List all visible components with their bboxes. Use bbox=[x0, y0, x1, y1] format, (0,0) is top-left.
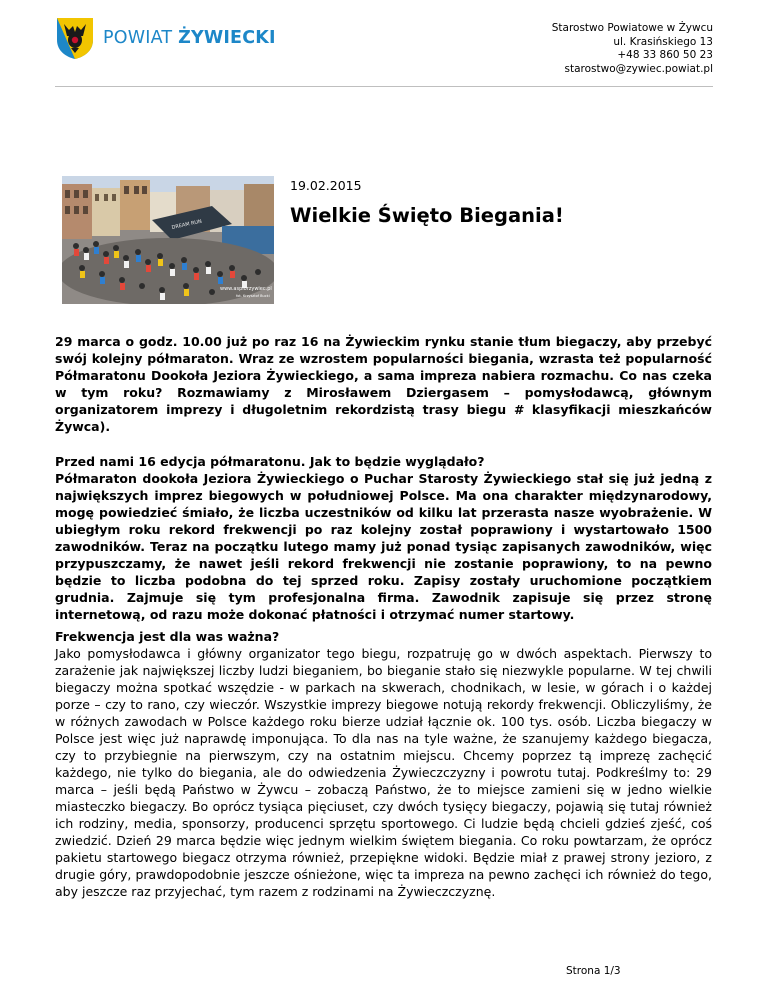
missing-glyph-placeholders bbox=[524, 402, 531, 417]
page-number: Strona 1/3 bbox=[566, 965, 621, 977]
article-title: Wielkie Święto Biegania! bbox=[290, 204, 564, 227]
svg-text:DREAM RUN: DREAM RUN bbox=[171, 218, 203, 231]
interview-block-1 bbox=[55, 453, 712, 623]
contact-email: starostwo@zywiec.powiat.pl bbox=[564, 62, 713, 75]
crest-icon bbox=[55, 16, 95, 60]
article-photo bbox=[62, 176, 274, 304]
contact-street: ul. Krasińskiego 13 bbox=[613, 35, 713, 48]
question-1: Przed nami 16 edycja półmaratonu. Jak to będzie wyglądało? bbox=[55, 454, 485, 469]
interview-block-2 bbox=[55, 628, 712, 900]
contact-block bbox=[552, 22, 713, 76]
logo-wordmark bbox=[103, 28, 276, 48]
question-2: Frekwencja jest dla was ważna? bbox=[55, 629, 280, 644]
header-divider bbox=[55, 86, 713, 87]
logo-word-powiat: POWIAT bbox=[103, 28, 173, 48]
contact-phone: +48 33 860 50 23 bbox=[617, 49, 713, 62]
lead-text-end: klasyfikacji mieszkańców Żywca). bbox=[55, 402, 712, 434]
photo-credit: fot. Krzysztof Bucki bbox=[236, 294, 270, 298]
logo-word-zywiecki: ŻYWIECKI bbox=[178, 28, 276, 48]
photo-caption: www.aspiorzywiec.pl bbox=[220, 286, 272, 292]
powiat-logo bbox=[55, 16, 276, 60]
answer-2: Jako pomysłodawca i główny organizator tego biegu, rozpatruję go w dwóch aspektach. Pierwszy to zarażenie jak największej liczby ludzi bieganiem, bo bieganie stało się niezwykle popularne. W tej chwili biegaczy można spotkać wszędzie - w parkach na skwerach, chodnikach, w lesie, w górach i o każdej porze – czy to rano, czy wieczór. Wszystkie imprezy biegowe notują rekordy frekwencji. Obliczyliśmy, że w różnych zawodach w Polsce każdego roku bierze udział łącznie ok. 100 tys. osób. Liczba biegaczy w Polsce jest więc już naprawdę imponująca. To dla nas na tyle ważne, że szanujemy każdego biegacza, czy to przybiegnie na pierwszym, czy na ostatnim miejscu. Chcemy poprzez tą imprezę zachęcić każdego, nie tylko do biegania, ale do odwiedzenia Żywieczczyzny i powrotu tutaj. Podkreślmy to: 29 marca – jeśli będą Państwo w Żywcu – zobaczą Państwo, że to miejsce zamieni się w jedno wielkie miasteczko biegaczy. Bo oprócz tysiąca pięciuset, czy dwóch tysięcy biegaczy, pojawią się tutaj również ich rodziny, media, sponsorzy, producenci sprzętu sportowego. Ci ludzie będą chcieli gdzieś zjeść, coś zwiedzić. Dzień 29 marca będzie więc jednym wielkim świętem biegania. Co roku powtarzam, że oprócz pakietu startowego biegacz otrzyma również, przepiękne widoki. Będzie miał z prawej strony jezioro, z drugie góry, prawdopodobnie jeszcze ośnieżone, więc ta impreza na pewno zachęci ich również do tego, aby jeszcze raz przyjechać, tym razem z rodzinami na Żywieczczyznę. bbox=[55, 646, 712, 899]
article-date: 19.02.2015 bbox=[290, 178, 362, 193]
answer-1: Półmaraton dookoła Jeziora Żywieckiego o Puchar Starosty Żywieckiego stał się już jedną z największych imprez biegowych w południowej Polsce. Ma ona charakter międzynarodowy, mogę powiedzieć śmiało, że liczba uczestników od kilku lat przerasta nasze wyobrażenie. W ubiegłym roku rekord frekwencji po raz kolejny został poprawiony i wystartowało 1500 zawodników. Teraz na początku lutego mamy już ponad tysiąc zapisanych zawodników, więc przypuszczamy, że nawet jeśli rekord frekwencji nie zostanie poprawiony, to na pewno będzie to liczba podobna do tej sprzed roku. Zapisy zostały uruchomione początkiem grudnia. Zajmuje się tym profesjonalna firma. Zawodnik zapisuje się przez stronę internetową, od razu może dokonać płatności i otrzymać numer startowy. bbox=[55, 471, 712, 622]
lead-text: 29 marca o godz. 10.00 już po raz 16 na Żywieckim rynku stanie tłum biegaczy, aby przebyć swój kolejny półmaraton. Wraz ze wzrostem popularności biegania, wzrasta też popularność Półmaratonu Dookoła Jeziora Żywieckiego, a sama impreza nabiera rozmachu. Co nas czeka w tym roku? Rozmawiamy z Mirosławem Dziergasem – pomysłodawcą, głównym organizatorem imprezy i długoletnim rekordzistą trasy biegu # bbox=[55, 334, 712, 417]
marathon-photo-illustration bbox=[62, 176, 274, 304]
article-lead bbox=[55, 333, 712, 435]
contact-name: Starostwo Powiatowe w Żywcu bbox=[551, 22, 713, 34]
